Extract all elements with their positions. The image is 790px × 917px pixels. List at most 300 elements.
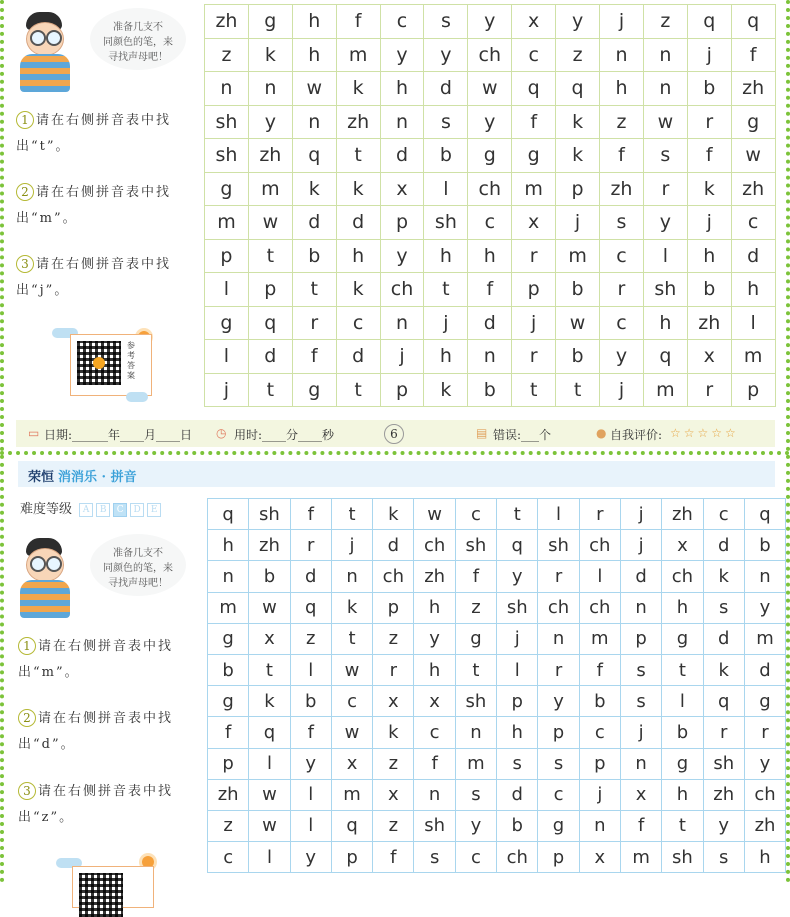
grid-cell[interactable]: y bbox=[290, 842, 331, 873]
grid-cell[interactable]: ch bbox=[468, 172, 512, 206]
grid-cell[interactable]: ch bbox=[380, 273, 424, 307]
grid-cell[interactable]: t bbox=[336, 373, 380, 407]
grid-cell[interactable]: d bbox=[703, 530, 744, 561]
grid-cell[interactable]: zh bbox=[248, 139, 292, 173]
grid-cell[interactable]: g bbox=[205, 172, 249, 206]
grid-cell[interactable]: k bbox=[687, 172, 731, 206]
grid-cell[interactable]: h bbox=[744, 842, 785, 873]
grid-cell[interactable]: x bbox=[512, 5, 556, 39]
grid-cell[interactable]: y bbox=[538, 686, 579, 717]
grid-cell[interactable]: y bbox=[414, 623, 455, 654]
grid-cell[interactable]: l bbox=[205, 340, 249, 374]
grid-cell[interactable]: g bbox=[205, 306, 249, 340]
grid-cell[interactable]: w bbox=[556, 306, 600, 340]
grid-cell[interactable]: p bbox=[205, 239, 249, 273]
grid-cell[interactable]: x bbox=[373, 779, 414, 810]
grid-cell[interactable]: zh bbox=[703, 779, 744, 810]
grid-cell[interactable]: r bbox=[643, 172, 687, 206]
grid-cell[interactable]: n bbox=[331, 561, 372, 592]
grid-cell[interactable]: y bbox=[455, 810, 496, 841]
grid-cell[interactable]: q bbox=[703, 686, 744, 717]
grid-cell[interactable]: h bbox=[497, 717, 538, 748]
grid-cell[interactable]: t bbox=[248, 373, 292, 407]
grid-cell[interactable]: f bbox=[579, 654, 620, 685]
grid-cell[interactable]: sh bbox=[643, 273, 687, 307]
grid-cell[interactable]: t bbox=[662, 654, 703, 685]
grid-cell[interactable]: g bbox=[662, 748, 703, 779]
grid-cell[interactable]: m bbox=[744, 623, 785, 654]
grid-cell[interactable]: sh bbox=[424, 206, 468, 240]
grid-cell[interactable]: zh bbox=[731, 72, 775, 106]
grid-cell[interactable]: n bbox=[414, 779, 455, 810]
grid-cell[interactable]: t bbox=[336, 139, 380, 173]
grid-cell[interactable]: g bbox=[208, 623, 249, 654]
grid-cell[interactable]: h bbox=[662, 592, 703, 623]
grid-cell[interactable]: j bbox=[205, 373, 249, 407]
grid-cell[interactable]: l bbox=[643, 239, 687, 273]
grid-cell[interactable]: q bbox=[248, 306, 292, 340]
grid-cell[interactable]: w bbox=[468, 72, 512, 106]
grid-cell[interactable]: h bbox=[731, 273, 775, 307]
grid-cell[interactable]: r bbox=[290, 530, 331, 561]
grid-cell[interactable]: k bbox=[556, 139, 600, 173]
grid-cell[interactable]: n bbox=[380, 306, 424, 340]
grid-cell[interactable]: j bbox=[380, 340, 424, 374]
grid-cell[interactable]: f bbox=[731, 38, 775, 72]
grid-cell[interactable]: zh bbox=[205, 5, 249, 39]
grid-cell[interactable]: d bbox=[703, 623, 744, 654]
grid-cell[interactable]: sh bbox=[455, 686, 496, 717]
grid-cell[interactable]: n bbox=[643, 38, 687, 72]
grid-cell[interactable]: l bbox=[290, 654, 331, 685]
grid-cell[interactable]: n bbox=[620, 592, 661, 623]
grid-cell[interactable]: t bbox=[497, 499, 538, 530]
grid-cell[interactable]: n bbox=[292, 105, 336, 139]
grid-cell[interactable]: z bbox=[556, 38, 600, 72]
grid-cell[interactable]: sh bbox=[414, 810, 455, 841]
grid-cell[interactable]: r bbox=[538, 561, 579, 592]
grid-cell[interactable]: t bbox=[248, 239, 292, 273]
grid-cell[interactable]: s bbox=[703, 842, 744, 873]
grid-cell[interactable]: n bbox=[248, 72, 292, 106]
grid-cell[interactable]: j bbox=[687, 38, 731, 72]
grid-cell[interactable]: y bbox=[248, 105, 292, 139]
grid-cell[interactable]: zh bbox=[249, 530, 290, 561]
answer-qr-code[interactable] bbox=[70, 334, 152, 396]
grid-cell[interactable]: k bbox=[556, 105, 600, 139]
grid-cell[interactable]: f bbox=[208, 717, 249, 748]
grid-cell[interactable]: m bbox=[620, 842, 661, 873]
grid-cell[interactable]: j bbox=[424, 306, 468, 340]
grid-cell[interactable]: b bbox=[497, 810, 538, 841]
grid-cell[interactable]: zh bbox=[662, 499, 703, 530]
grid-cell[interactable]: ch bbox=[414, 530, 455, 561]
grid-cell[interactable]: q bbox=[208, 499, 249, 530]
grid-cell[interactable]: j bbox=[620, 530, 661, 561]
grid-cell[interactable]: y bbox=[380, 239, 424, 273]
grid-cell[interactable]: z bbox=[600, 105, 644, 139]
grid-cell[interactable]: c bbox=[331, 686, 372, 717]
grid-cell[interactable]: h bbox=[424, 340, 468, 374]
grid-cell[interactable]: s bbox=[538, 748, 579, 779]
grid-cell[interactable]: m bbox=[731, 340, 775, 374]
grid-cell[interactable]: d bbox=[373, 530, 414, 561]
grid-cell[interactable]: h bbox=[662, 779, 703, 810]
grid-cell[interactable]: b bbox=[744, 530, 785, 561]
grid-cell[interactable]: n bbox=[208, 561, 249, 592]
grid-cell[interactable]: s bbox=[600, 206, 644, 240]
grid-cell[interactable]: c bbox=[512, 38, 556, 72]
grid-cell[interactable]: y bbox=[744, 748, 785, 779]
grid-cell[interactable]: m bbox=[331, 779, 372, 810]
grid-cell[interactable]: y bbox=[468, 5, 512, 39]
grid-cell[interactable]: t bbox=[662, 810, 703, 841]
grid-cell[interactable]: y bbox=[497, 561, 538, 592]
grid-cell[interactable]: w bbox=[731, 139, 775, 173]
grid-cell[interactable]: n bbox=[205, 72, 249, 106]
grid-cell[interactable]: k bbox=[336, 72, 380, 106]
grid-cell[interactable]: k bbox=[249, 686, 290, 717]
grid-cell[interactable]: p bbox=[208, 748, 249, 779]
grid-cell[interactable]: ch bbox=[497, 842, 538, 873]
grid-cell[interactable]: h bbox=[292, 38, 336, 72]
grid-cell[interactable]: c bbox=[336, 306, 380, 340]
grid-cell[interactable]: j bbox=[331, 530, 372, 561]
grid-cell[interactable]: t bbox=[331, 623, 372, 654]
grid-cell[interactable]: d bbox=[731, 239, 775, 273]
grid-cell[interactable]: q bbox=[497, 530, 538, 561]
grid-cell[interactable]: b bbox=[290, 686, 331, 717]
grid-cell[interactable]: d bbox=[744, 654, 785, 685]
grid-cell[interactable]: h bbox=[414, 654, 455, 685]
grid-cell[interactable]: l bbox=[249, 748, 290, 779]
grid-cell[interactable]: sh bbox=[538, 530, 579, 561]
grid-cell[interactable]: b bbox=[208, 654, 249, 685]
grid-cell[interactable]: c bbox=[455, 499, 496, 530]
grid-cell[interactable]: g bbox=[292, 373, 336, 407]
grid-cell[interactable]: l bbox=[424, 172, 468, 206]
grid-cell[interactable]: z bbox=[373, 623, 414, 654]
grid-cell[interactable]: k bbox=[703, 561, 744, 592]
grid-cell[interactable]: ch bbox=[468, 38, 512, 72]
grid-cell[interactable]: s bbox=[424, 105, 468, 139]
grid-cell[interactable]: sh bbox=[455, 530, 496, 561]
grid-cell[interactable]: w bbox=[331, 717, 372, 748]
grid-cell[interactable]: j bbox=[600, 5, 644, 39]
date-field[interactable]: 日期:______年____月____日 bbox=[44, 428, 193, 442]
grid-cell[interactable]: w bbox=[249, 592, 290, 623]
grid-cell[interactable]: y bbox=[600, 340, 644, 374]
grid-cell[interactable]: n bbox=[380, 105, 424, 139]
grid-cell[interactable]: x bbox=[620, 779, 661, 810]
grid-cell[interactable]: g bbox=[468, 139, 512, 173]
grid-cell[interactable]: sh bbox=[205, 105, 249, 139]
grid-cell[interactable]: h bbox=[414, 592, 455, 623]
grid-cell[interactable]: t bbox=[292, 273, 336, 307]
grid-cell[interactable]: p bbox=[373, 592, 414, 623]
grid-cell[interactable]: d bbox=[468, 306, 512, 340]
grid-cell[interactable]: z bbox=[643, 5, 687, 39]
grid-cell[interactable]: d bbox=[336, 340, 380, 374]
grid-cell[interactable]: g bbox=[208, 686, 249, 717]
grid-cell[interactable]: n bbox=[620, 748, 661, 779]
grid-cell[interactable]: f bbox=[373, 842, 414, 873]
grid-cell[interactable]: z bbox=[373, 810, 414, 841]
grid-cell[interactable]: c bbox=[538, 779, 579, 810]
grid-cell[interactable]: zh bbox=[600, 172, 644, 206]
grid-cell[interactable]: f bbox=[468, 273, 512, 307]
grid-cell[interactable]: r bbox=[512, 239, 556, 273]
grid-cell[interactable]: g bbox=[512, 139, 556, 173]
grid-cell[interactable]: b bbox=[556, 273, 600, 307]
grid-cell[interactable]: b bbox=[292, 239, 336, 273]
grid-cell[interactable]: l bbox=[731, 306, 775, 340]
grid-cell[interactable]: z bbox=[290, 623, 331, 654]
grid-cell[interactable]: k bbox=[292, 172, 336, 206]
grid-cell[interactable]: j bbox=[600, 373, 644, 407]
grid-cell[interactable]: m bbox=[205, 206, 249, 240]
grid-cell[interactable]: n bbox=[455, 717, 496, 748]
grid-cell[interactable]: j bbox=[556, 206, 600, 240]
grid-cell[interactable]: q bbox=[331, 810, 372, 841]
grid-cell[interactable]: sh bbox=[249, 499, 290, 530]
grid-cell[interactable]: s bbox=[703, 592, 744, 623]
grid-cell[interactable]: x bbox=[687, 340, 731, 374]
grid-cell[interactable]: s bbox=[414, 842, 455, 873]
grid-cell[interactable]: k bbox=[336, 172, 380, 206]
grid-cell[interactable]: g bbox=[731, 105, 775, 139]
grid-cell[interactable]: b bbox=[468, 373, 512, 407]
grid-cell[interactable]: w bbox=[331, 654, 372, 685]
grid-cell[interactable]: t bbox=[331, 499, 372, 530]
grid-cell[interactable]: x bbox=[579, 842, 620, 873]
grid-cell[interactable]: m bbox=[208, 592, 249, 623]
grid-cell[interactable]: zh bbox=[731, 172, 775, 206]
grid-cell[interactable]: m bbox=[579, 623, 620, 654]
grid-cell[interactable]: r bbox=[744, 717, 785, 748]
grid-cell[interactable]: zh bbox=[744, 810, 785, 841]
grid-cell[interactable]: h bbox=[336, 239, 380, 273]
grid-cell[interactable]: z bbox=[208, 810, 249, 841]
grid-cell[interactable]: n bbox=[538, 623, 579, 654]
grid-cell[interactable]: s bbox=[643, 139, 687, 173]
grid-cell[interactable]: j bbox=[497, 623, 538, 654]
grid-cell[interactable]: h bbox=[468, 239, 512, 273]
grid-cell[interactable]: j bbox=[687, 206, 731, 240]
grid-cell[interactable]: f bbox=[687, 139, 731, 173]
grid-cell[interactable]: x bbox=[249, 623, 290, 654]
grid-cell[interactable]: k bbox=[331, 592, 372, 623]
grid-cell[interactable]: x bbox=[380, 172, 424, 206]
grid-cell[interactable]: c bbox=[208, 842, 249, 873]
grid-cell[interactable]: f bbox=[512, 105, 556, 139]
grid-cell[interactable]: r bbox=[703, 717, 744, 748]
grid-cell[interactable]: r bbox=[687, 105, 731, 139]
grid-cell[interactable]: g bbox=[248, 5, 292, 39]
grid-cell[interactable]: j bbox=[620, 499, 661, 530]
grid-cell[interactable]: m bbox=[556, 239, 600, 273]
grid-cell[interactable]: t bbox=[424, 273, 468, 307]
grid-cell[interactable]: d bbox=[424, 72, 468, 106]
grid-cell[interactable]: p bbox=[380, 373, 424, 407]
grid-cell[interactable]: h bbox=[643, 306, 687, 340]
grid-cell[interactable]: g bbox=[538, 810, 579, 841]
grid-cell[interactable]: y bbox=[556, 5, 600, 39]
grid-cell[interactable]: f bbox=[290, 717, 331, 748]
grid-cell[interactable]: r bbox=[373, 654, 414, 685]
grid-cell[interactable]: t bbox=[249, 654, 290, 685]
grid-cell[interactable]: b bbox=[556, 340, 600, 374]
grid-cell[interactable]: s bbox=[455, 779, 496, 810]
grid-cell[interactable]: n bbox=[579, 810, 620, 841]
grid-cell[interactable]: g bbox=[744, 686, 785, 717]
grid-cell[interactable]: l bbox=[290, 810, 331, 841]
grid-cell[interactable]: y bbox=[468, 105, 512, 139]
grid-cell[interactable]: t bbox=[556, 373, 600, 407]
grid-cell[interactable]: p bbox=[331, 842, 372, 873]
grid-cell[interactable]: t bbox=[455, 654, 496, 685]
grid-cell[interactable]: q bbox=[556, 72, 600, 106]
grid-cell[interactable]: sh bbox=[703, 748, 744, 779]
grid-cell[interactable]: k bbox=[373, 499, 414, 530]
grid-cell[interactable]: p bbox=[579, 748, 620, 779]
grid-cell[interactable]: j bbox=[579, 779, 620, 810]
grid-cell[interactable]: sh bbox=[662, 842, 703, 873]
grid-cell[interactable]: w bbox=[643, 105, 687, 139]
grid-cell[interactable]: f bbox=[414, 748, 455, 779]
grid-cell[interactable]: w bbox=[249, 810, 290, 841]
grid-cell[interactable]: d bbox=[292, 206, 336, 240]
grid-cell[interactable]: w bbox=[248, 206, 292, 240]
grid-cell[interactable]: x bbox=[373, 686, 414, 717]
grid-cell[interactable]: zh bbox=[208, 779, 249, 810]
errors-field[interactable]: 错误:___个 bbox=[493, 428, 552, 442]
grid-cell[interactable]: c bbox=[380, 5, 424, 39]
grid-cell[interactable]: s bbox=[497, 748, 538, 779]
grid-cell[interactable]: q bbox=[290, 592, 331, 623]
grid-cell[interactable]: f bbox=[290, 499, 331, 530]
grid-cell[interactable]: b bbox=[687, 273, 731, 307]
grid-cell[interactable]: h bbox=[380, 72, 424, 106]
grid-cell[interactable]: y bbox=[290, 748, 331, 779]
grid-cell[interactable]: k bbox=[703, 654, 744, 685]
grid-cell[interactable]: p bbox=[538, 717, 579, 748]
grid-cell[interactable]: n bbox=[600, 38, 644, 72]
grid-cell[interactable]: l bbox=[290, 779, 331, 810]
grid-cell[interactable]: w bbox=[249, 779, 290, 810]
grid-cell[interactable]: l bbox=[662, 686, 703, 717]
grid-cell[interactable]: x bbox=[414, 686, 455, 717]
grid-cell[interactable]: g bbox=[455, 623, 496, 654]
grid-cell[interactable]: h bbox=[424, 239, 468, 273]
grid-cell[interactable]: p bbox=[620, 623, 661, 654]
grid-cell[interactable]: c bbox=[414, 717, 455, 748]
grid-cell[interactable]: z bbox=[373, 748, 414, 779]
grid-cell[interactable]: sh bbox=[205, 139, 249, 173]
grid-cell[interactable]: r bbox=[538, 654, 579, 685]
grid-cell[interactable]: ch bbox=[373, 561, 414, 592]
grid-cell[interactable]: zh bbox=[414, 561, 455, 592]
grid-cell[interactable]: q bbox=[744, 499, 785, 530]
grid-cell[interactable]: j bbox=[620, 717, 661, 748]
grid-cell[interactable]: y bbox=[643, 206, 687, 240]
grid-cell[interactable]: c bbox=[600, 306, 644, 340]
grid-cell[interactable]: m bbox=[248, 172, 292, 206]
grid-cell[interactable]: c bbox=[455, 842, 496, 873]
time-field[interactable]: 用时:____分____秒 bbox=[234, 428, 335, 442]
grid-cell[interactable]: q bbox=[731, 5, 775, 39]
grid-cell[interactable]: c bbox=[703, 499, 744, 530]
grid-cell[interactable]: s bbox=[424, 5, 468, 39]
grid-cell[interactable]: ch bbox=[538, 592, 579, 623]
grid-cell[interactable]: s bbox=[620, 654, 661, 685]
grid-cell[interactable]: h bbox=[600, 72, 644, 106]
grid-cell[interactable]: h bbox=[292, 5, 336, 39]
grid-cell[interactable]: k bbox=[424, 373, 468, 407]
grid-cell[interactable]: c bbox=[468, 206, 512, 240]
grid-cell[interactable]: m bbox=[336, 38, 380, 72]
grid-cell[interactable]: b bbox=[687, 72, 731, 106]
grid-cell[interactable]: l bbox=[538, 499, 579, 530]
grid-cell[interactable]: s bbox=[620, 686, 661, 717]
grid-cell[interactable]: r bbox=[600, 273, 644, 307]
grid-cell[interactable]: l bbox=[579, 561, 620, 592]
grid-cell[interactable]: q bbox=[687, 5, 731, 39]
grid-cell[interactable]: f bbox=[455, 561, 496, 592]
grid-cell[interactable]: l bbox=[497, 654, 538, 685]
grid-cell[interactable]: sh bbox=[497, 592, 538, 623]
grid-cell[interactable]: y bbox=[744, 592, 785, 623]
grid-cell[interactable]: w bbox=[292, 72, 336, 106]
grid-cell[interactable]: ch bbox=[579, 530, 620, 561]
grid-cell[interactable]: zh bbox=[687, 306, 731, 340]
grid-cell[interactable]: b bbox=[249, 561, 290, 592]
grid-cell[interactable]: k bbox=[336, 273, 380, 307]
grid-cell[interactable]: b bbox=[579, 686, 620, 717]
grid-cell[interactable]: p bbox=[512, 273, 556, 307]
grid-cell[interactable]: d bbox=[290, 561, 331, 592]
grid-cell[interactable]: b bbox=[424, 139, 468, 173]
grid-cell[interactable]: r bbox=[292, 306, 336, 340]
grid-cell[interactable]: ch bbox=[662, 561, 703, 592]
grid-cell[interactable]: q bbox=[292, 139, 336, 173]
grid-cell[interactable]: t bbox=[512, 373, 556, 407]
grid-cell[interactable]: n bbox=[744, 561, 785, 592]
grid-cell[interactable]: l bbox=[205, 273, 249, 307]
grid-cell[interactable]: n bbox=[643, 72, 687, 106]
grid-cell[interactable]: d bbox=[248, 340, 292, 374]
grid-cell[interactable]: f bbox=[600, 139, 644, 173]
grid-cell[interactable]: h bbox=[208, 530, 249, 561]
grid-cell[interactable]: c bbox=[731, 206, 775, 240]
grid-cell[interactable]: j bbox=[512, 306, 556, 340]
grid-cell[interactable]: p bbox=[380, 206, 424, 240]
grid-cell[interactable]: p bbox=[248, 273, 292, 307]
grid-cell[interactable]: q bbox=[512, 72, 556, 106]
grid-cell[interactable]: ch bbox=[744, 779, 785, 810]
grid-cell[interactable]: d bbox=[620, 561, 661, 592]
grid-cell[interactable]: m bbox=[455, 748, 496, 779]
grid-cell[interactable]: d bbox=[497, 779, 538, 810]
grid-cell[interactable]: p bbox=[731, 373, 775, 407]
grid-cell[interactable]: zh bbox=[336, 105, 380, 139]
grid-cell[interactable]: n bbox=[468, 340, 512, 374]
grid-cell[interactable]: p bbox=[538, 842, 579, 873]
grid-cell[interactable]: q bbox=[249, 717, 290, 748]
grid-cell[interactable]: g bbox=[662, 623, 703, 654]
grid-cell[interactable]: x bbox=[512, 206, 556, 240]
grid-cell[interactable]: r bbox=[687, 373, 731, 407]
